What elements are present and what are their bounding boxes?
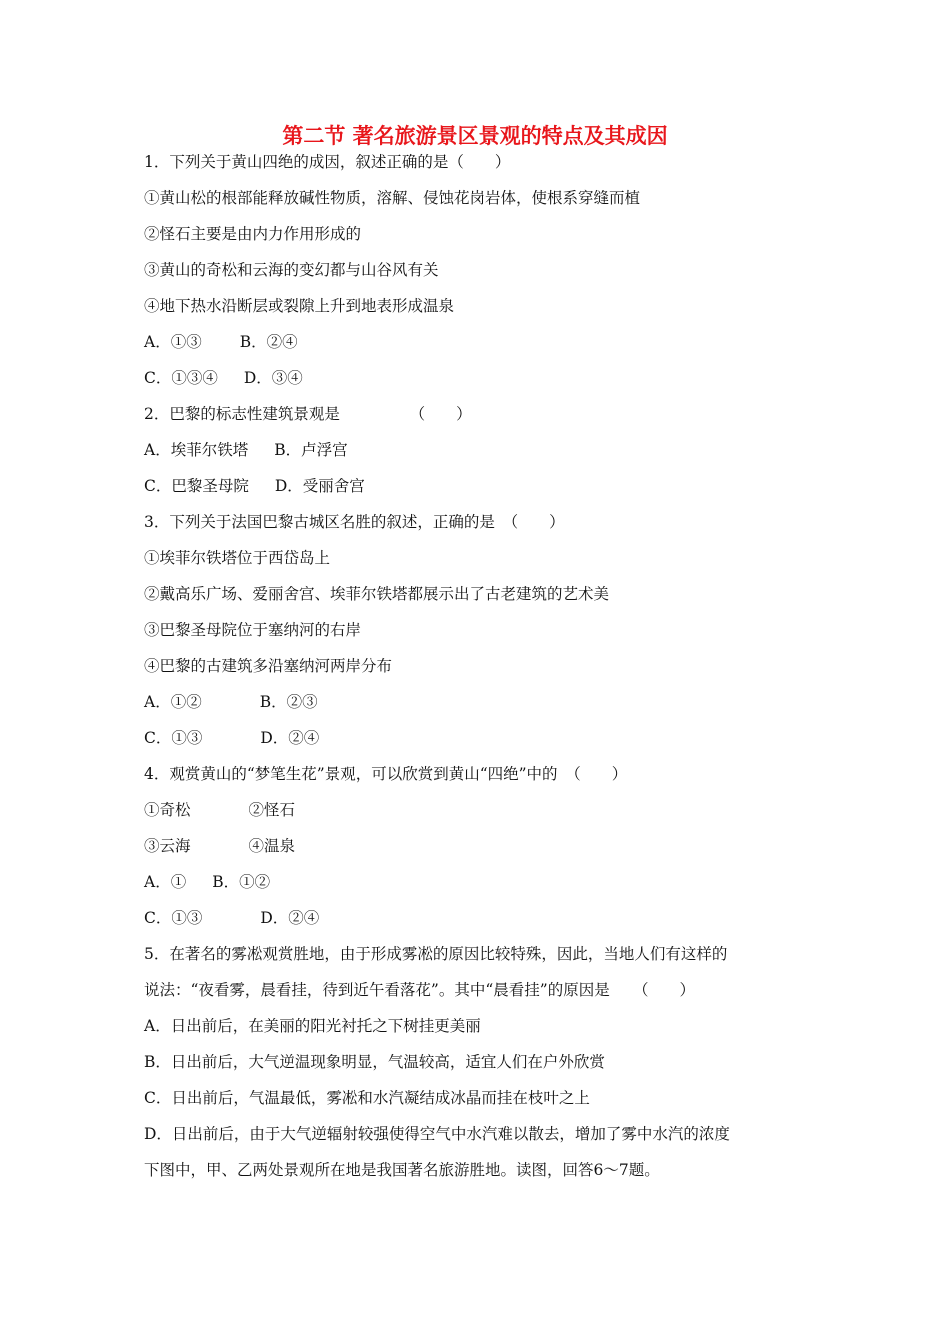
q1-statement-3: ③黄山的奇松和云海的变幻都与山谷风有关 — [144, 261, 439, 279]
q4-statements-34 — [144, 834, 824, 870]
q3-stem: 3．下列关于法国巴黎古城区名胜的叙述，正确的是 （ ） — [144, 513, 565, 531]
q1-statement-2: ②怪石主要是由内力作用形成的 — [144, 225, 362, 243]
q1-option-a: A．①③ — [144, 333, 202, 351]
q4-options-ab — [144, 870, 824, 906]
q2-option-a: A．埃菲尔铁塔 — [144, 441, 249, 459]
q5-stem-line-2: 说法：“夜看雾，晨看挂，待到近午看落花”。其中“晨看挂”的原因是 （ ） — [144, 981, 695, 999]
q5-option-d: D．日出前后，由于大气逆辐射较强使得空气中水汽难以散去，增加了雾中水汽的浓度 — [144, 1125, 730, 1143]
q4-statement-1: ①奇松 — [144, 801, 191, 819]
question-list — [144, 150, 824, 1194]
q4-statements-12 — [144, 798, 824, 834]
q3-options-ab — [144, 690, 824, 726]
q3-options-cd — [144, 726, 824, 762]
q4-option-d: D．②④ — [260, 909, 320, 927]
q4-option-b: B．①② — [212, 873, 271, 891]
q3-statement-2: ②戴高乐广场、爱丽舍宫、埃菲尔铁塔都展示出了古老建筑的艺术美 — [144, 585, 610, 603]
q5-stem-line-1: 5．在著名的雾凇观赏胜地，由于形成雾凇的原因比较特殊，因此，当地人们有这样的 — [144, 945, 728, 963]
q6-7-intro: 下图中，甲、乙两处景观所在地是我国著名旅游胜地。读图，回答6～7题。 — [144, 1161, 660, 1179]
q2-options-cd — [144, 474, 824, 510]
q4-statement-3: ③云海 — [144, 837, 191, 855]
q3-option-b: B．②③ — [259, 693, 318, 711]
q4-option-a: A．① — [144, 873, 187, 891]
q1-options-ab — [144, 330, 824, 366]
q1-option-c: C．①③④ — [144, 369, 218, 387]
q3-option-a: A．①② — [144, 693, 202, 711]
q3-option-d: D．②④ — [260, 729, 320, 747]
q1-statement-4: ④地下热水沿断层或裂隙上升到地表形成温泉 — [144, 297, 455, 315]
q3-statement-3: ③巴黎圣母院位于塞纳河的右岸 — [144, 621, 362, 639]
q2-options-ab — [144, 438, 824, 474]
q2-stem: 2．巴黎的标志性建筑景观是 （ ） — [144, 405, 472, 423]
q1-option-b: B．②④ — [239, 333, 298, 351]
q3-option-c: C．①③ — [144, 729, 203, 747]
q4-statement-2: ②怪石 — [248, 801, 296, 819]
q5-option-c: C．日出前后，气温最低，雾凇和水汽凝结成冰晶而挂在枝叶之上 — [144, 1089, 590, 1107]
page-title: 第二节 著名旅游景区景观的特点及其成因 — [282, 124, 668, 148]
q2-option-c: C．巴黎圣母院 — [144, 477, 249, 495]
q5-option-a: A．日出前后，在美丽的阳光衬托之下树挂更美丽 — [144, 1017, 481, 1035]
q2-option-d: D．受丽舍宫 — [274, 477, 365, 495]
q4-stem: 4．观赏黄山的“梦笔生花”景观，可以欣赏到黄山“四绝”中的 （ ） — [144, 765, 628, 783]
q3-statement-1: ①埃菲尔铁塔位于西岱岛上 — [144, 549, 331, 567]
q1-option-d: D．③④ — [243, 369, 303, 387]
q3-statement-4: ④巴黎的古建筑多沿塞纳河两岸分布 — [144, 657, 393, 675]
q1-stem: 1．下列关于黄山四绝的成因，叙述正确的是（ ） — [144, 153, 511, 171]
q4-statement-4: ④温泉 — [248, 837, 296, 855]
q4-options-cd — [144, 906, 824, 942]
q1-options-cd — [144, 366, 824, 402]
q2-option-b: B．卢浮宫 — [274, 441, 348, 459]
q4-option-c: C．①③ — [144, 909, 203, 927]
q1-statement-1: ①黄山松的根部能释放碱性物质，溶解、侵蚀花岗岩体，使根系穿缝而植 — [144, 189, 641, 207]
q5-option-b: B．日出前后，大气逆温现象明显，气温较高，适宜人们在户外欣赏 — [144, 1053, 605, 1071]
